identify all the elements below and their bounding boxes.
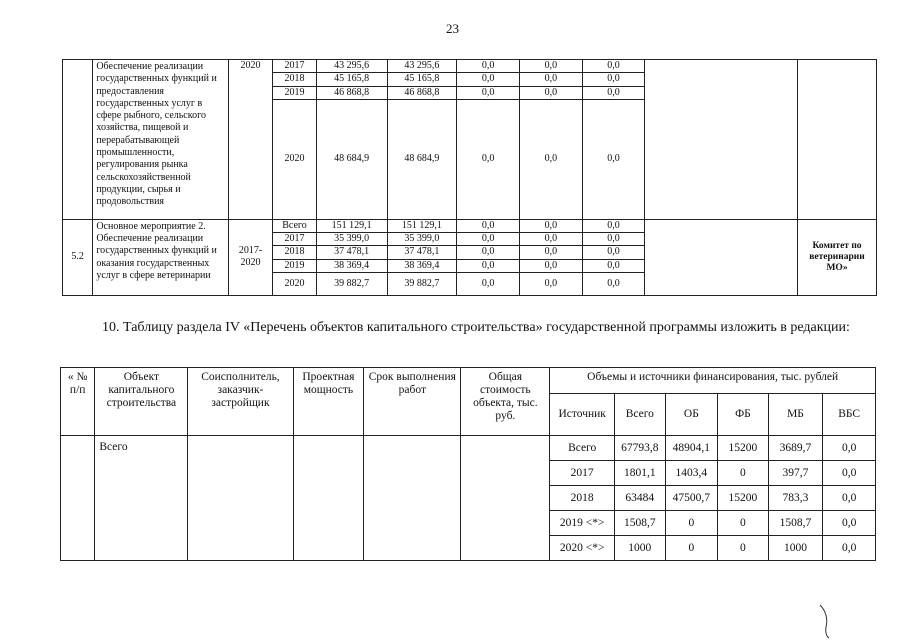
header-term: Срок выполнения работ	[364, 368, 461, 436]
empty-cell	[293, 436, 364, 561]
budget-cell: 0,0	[520, 86, 583, 99]
budget-cell: 39 882,7	[387, 273, 457, 296]
budget-cell: 0,0	[457, 246, 520, 259]
activity-period: 2017- 2020	[228, 219, 272, 295]
total-cell: 43 295,6	[316, 60, 387, 73]
header-capacity: Проектная мощность	[293, 368, 364, 436]
empty-cell	[645, 219, 798, 295]
fb-cell: 0	[718, 511, 769, 536]
year-cell: 2018	[273, 246, 316, 259]
pen-mark-icon	[818, 603, 832, 639]
ob-cell: 48904,1	[665, 436, 718, 461]
fb-cell: 15200	[718, 486, 769, 511]
subheader-source: Источник	[550, 394, 615, 436]
budget-cell: 0,0	[582, 99, 645, 219]
budget-cell: 0,0	[520, 219, 583, 232]
table-row	[63, 219, 877, 232]
total-cell: 38 369,4	[316, 259, 387, 272]
ob-cell: 0	[665, 511, 718, 536]
budget-cell: 0,0	[582, 73, 645, 86]
budget-cell: 48 684,9	[387, 99, 457, 219]
mb-cell: 783,3	[768, 486, 823, 511]
header-object: Объект капитального строительства	[95, 368, 188, 436]
capital-construction-table	[60, 367, 876, 561]
total-cell: 67793,8	[615, 436, 666, 461]
budget-cell: 0,0	[457, 86, 520, 99]
budget-cell: 151 129,1	[387, 219, 457, 232]
ob-cell: 47500,7	[665, 486, 718, 511]
activity-name: Основное мероприятие 2. Обеспечение реализации государственных функций и оказания государственных услуг в сфере ветеринарии	[93, 219, 228, 295]
total-cell: 35 399,0	[316, 233, 387, 246]
header-executor: Соисполнитель, заказчик-застройщик	[188, 368, 293, 436]
table-row	[61, 436, 876, 461]
year-cell: 2018	[273, 73, 316, 86]
empty-cell	[61, 436, 95, 561]
subheader-total: Всего	[615, 394, 666, 436]
row-number-cell: 5.2	[63, 219, 93, 295]
budget-cell: 0,0	[520, 73, 583, 86]
mb-cell: 397,7	[768, 461, 823, 486]
budget-cell: 0,0	[582, 60, 645, 73]
budget-cell: 0,0	[520, 273, 583, 296]
budget-cell: 0,0	[457, 233, 520, 246]
source-cell: 2019 <*>	[550, 511, 615, 536]
fb-cell: 0	[718, 461, 769, 486]
budget-cell: 0,0	[520, 259, 583, 272]
section-heading	[62, 318, 862, 337]
total-cell: 46 868,8	[316, 86, 387, 99]
budget-cell: 0,0	[582, 246, 645, 259]
budget-cell: 0,0	[582, 219, 645, 232]
budget-cell: 0,0	[582, 233, 645, 246]
program-activities-table	[62, 59, 877, 296]
budget-cell: 0,0	[457, 273, 520, 296]
ob-cell: 1403,4	[665, 461, 718, 486]
table-row	[63, 60, 877, 73]
budget-cell: 0,0	[520, 60, 583, 73]
budget-cell: 0,0	[582, 86, 645, 99]
year-cell: 2017	[273, 233, 316, 246]
budget-cell: 37 478,1	[387, 246, 457, 259]
subheader-ob: ОБ	[665, 394, 718, 436]
budget-cell: 0,0	[457, 259, 520, 272]
subheader-vbs: ВБС	[823, 394, 876, 436]
budget-cell: 0,0	[582, 273, 645, 296]
vbs-cell: 0,0	[823, 486, 876, 511]
budget-cell: 0,0	[457, 219, 520, 232]
header-cost: Общая стоимость объекта, тыс. руб.	[461, 368, 550, 436]
vbs-cell: 0,0	[823, 511, 876, 536]
total-cell: 37 478,1	[316, 246, 387, 259]
budget-cell: 0,0	[457, 73, 520, 86]
budget-cell: 0,0	[520, 233, 583, 246]
mb-cell: 1508,7	[768, 511, 823, 536]
empty-cell	[364, 436, 461, 561]
total-cell: 1000	[615, 536, 666, 561]
total-cell: 48 684,9	[316, 99, 387, 219]
total-cell: 1801,1	[615, 461, 666, 486]
source-cell: 2020 <*>	[550, 536, 615, 561]
section-heading-text: 10. Таблицу раздела IV «Перечень объектов капитального строительства» государственной программы изложить в редакции:	[102, 320, 850, 335]
source-cell: 2017	[550, 461, 615, 486]
vbs-cell: 0,0	[823, 536, 876, 561]
subheader-fb: ФБ	[718, 394, 769, 436]
year-cell: 2020	[273, 273, 316, 296]
budget-cell: 0,0	[457, 60, 520, 73]
mb-cell: 1000	[768, 536, 823, 561]
responsible-cell	[798, 60, 877, 220]
vbs-cell: 0,0	[823, 436, 876, 461]
vbs-cell: 0,0	[823, 461, 876, 486]
activity-name: Обеспечение реализации государственных функций и предоставления государственных услуг в сфере рыбного, сельского хозяйства, пищевой и перерабатывающей промышленности, регулирования рынка сельскохозяйственной продукции, сырья и продовольствия	[93, 60, 228, 220]
budget-cell: 0,0	[520, 99, 583, 219]
fb-cell: 15200	[718, 436, 769, 461]
source-cell: Всего	[550, 436, 615, 461]
subheader-mb: МБ	[768, 394, 823, 436]
total-cell: 45 165,8	[316, 73, 387, 86]
page-number: 23	[446, 21, 459, 36]
budget-cell: 0,0	[457, 99, 520, 219]
year-cell: 2019	[273, 86, 316, 99]
ob-cell: 0	[665, 536, 718, 561]
row-number-cell	[63, 60, 93, 220]
year-cell: 2020	[273, 99, 316, 219]
header-row	[61, 368, 876, 394]
mb-cell: 3689,7	[768, 436, 823, 461]
source-cell: 2018	[550, 486, 615, 511]
year-cell: 2019	[273, 259, 316, 272]
year-cell: 2017	[273, 60, 316, 73]
responsible-cell: Комитет по ветеринарии МО»	[798, 219, 877, 295]
object-name: Всего	[95, 436, 188, 561]
budget-cell: 38 369,4	[387, 259, 457, 272]
header-funding: Объемы и источники финансирования, тыс. рублей	[550, 368, 876, 394]
budget-cell: 46 868,8	[387, 86, 457, 99]
total-cell: 39 882,7	[316, 273, 387, 296]
fb-cell: 0	[718, 536, 769, 561]
empty-cell	[645, 60, 798, 220]
budget-cell: 0,0	[520, 246, 583, 259]
budget-cell: 43 295,6	[387, 60, 457, 73]
activity-period: 2020	[228, 60, 272, 220]
budget-cell: 0,0	[582, 259, 645, 272]
year-cell: Всего	[273, 219, 316, 232]
total-cell: 151 129,1	[316, 219, 387, 232]
budget-cell: 45 165,8	[387, 73, 457, 86]
empty-cell	[461, 436, 550, 561]
header-num: « № п/п	[61, 368, 95, 436]
budget-cell: 35 399,0	[387, 233, 457, 246]
total-cell: 1508,7	[615, 511, 666, 536]
empty-cell	[188, 436, 293, 561]
total-cell: 63484	[615, 486, 666, 511]
